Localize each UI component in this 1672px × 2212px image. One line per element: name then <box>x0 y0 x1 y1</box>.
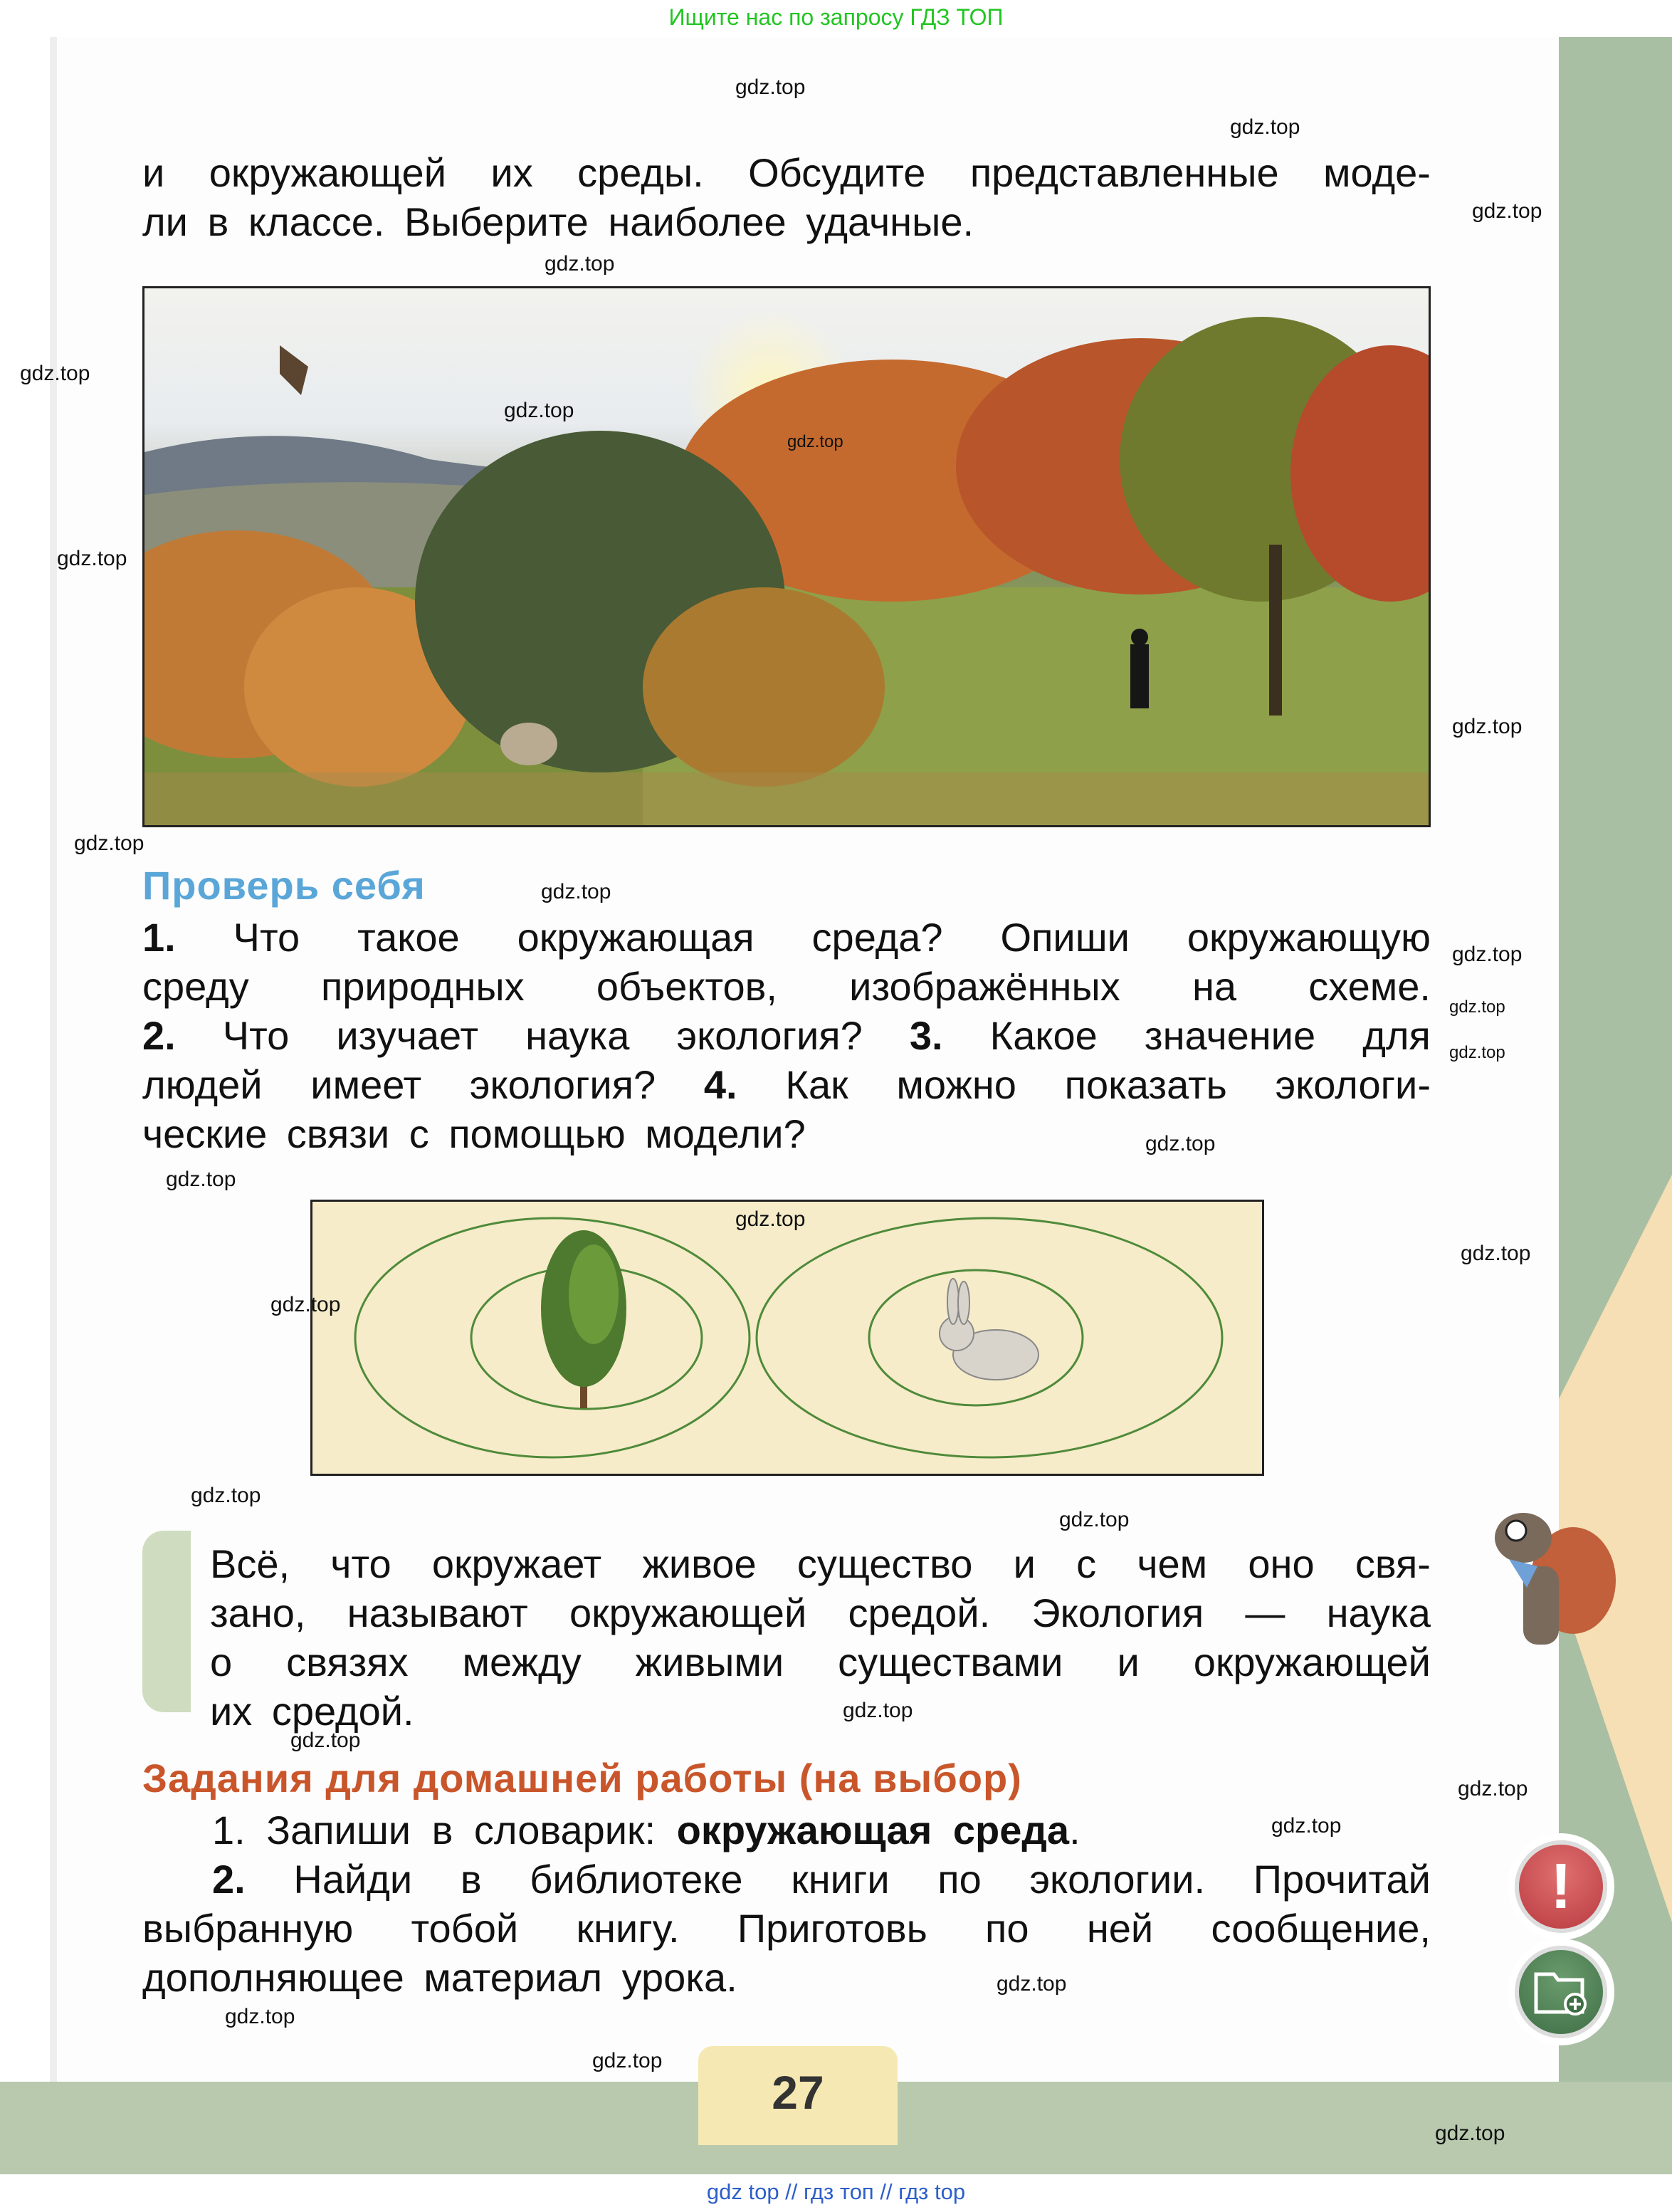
word: людей <box>142 1062 263 1107</box>
word: Обсудите <box>748 150 926 195</box>
watermark: gdz.top <box>592 2049 663 2072</box>
word: Найди <box>293 1857 413 1902</box>
important-button[interactable] <box>1515 1840 1607 1933</box>
word: живое <box>642 1541 757 1586</box>
word: экология? <box>469 1062 656 1107</box>
search-banner[interactable]: Ищите нас по запросу ГДЗ ТОП <box>668 4 1004 30</box>
word: изучает <box>336 1013 478 1058</box>
word: среды. <box>577 150 704 195</box>
ecology-model-diagram <box>310 1200 1264 1476</box>
word: значение <box>1144 1013 1316 1058</box>
word: Что <box>222 1013 290 1058</box>
homework-heading: Задания для домашней работы (на выбор) <box>142 1756 1022 1800</box>
word: что <box>330 1541 391 1586</box>
word: среда? <box>811 915 943 960</box>
word: 4. <box>703 1062 737 1107</box>
exclamation-icon: ! <box>1550 1850 1572 1922</box>
word: экологи- <box>1275 1062 1431 1107</box>
watermark: gdz.top <box>1452 943 1523 966</box>
word: средой. <box>848 1590 991 1635</box>
watermark: gdz.top <box>1472 199 1542 223</box>
watermark: gdz.top <box>735 75 806 99</box>
word: экология? <box>676 1013 863 1058</box>
intro-line-1 <box>142 148 1431 197</box>
watermark: gdz.top <box>1461 1242 1531 1265</box>
check-yourself-heading: Проверь себя <box>142 863 426 908</box>
tree-icon <box>541 1230 626 1408</box>
word: оно <box>1248 1541 1315 1586</box>
word: можно <box>896 1062 1016 1107</box>
word: книгу. <box>576 1906 680 1951</box>
word: свя- <box>1355 1541 1431 1586</box>
task-1-end: . <box>1069 1808 1081 1852</box>
watermark: gdz.top <box>843 1699 913 1722</box>
definition-line <box>210 1637 1431 1687</box>
watermark: gdz.top <box>20 362 90 385</box>
word: наука <box>1326 1590 1431 1635</box>
word: — <box>1245 1590 1285 1635</box>
watermark: gdz.top <box>541 880 611 903</box>
watermark: gdz.top <box>225 2005 295 2028</box>
word: существо <box>796 1541 973 1586</box>
footer-links[interactable]: gdz top // гдз топ // гдз top <box>0 2174 1672 2212</box>
watermark: gdz.top <box>735 1207 806 1231</box>
question-line <box>142 962 1431 1011</box>
word: изображённых <box>849 964 1120 1009</box>
task-1-term: окружающая среда <box>676 1808 1070 1852</box>
intro-line-2: ли в классе. Выберите наиболее удачные. <box>142 199 974 244</box>
word: сообщение, <box>1211 1906 1431 1951</box>
word: по <box>937 1857 982 1902</box>
word: наука <box>525 1013 630 1058</box>
watermark: gdz.top <box>1435 2122 1505 2145</box>
word: на <box>1192 964 1237 1009</box>
word: живыми <box>635 1640 784 1684</box>
word: ней <box>1086 1906 1154 1951</box>
definition-line: их средой. <box>210 1689 414 1734</box>
homework-task-2-end: дополняющее материал урока. <box>142 1955 737 2000</box>
definition-line <box>210 1539 1431 1588</box>
word: существами <box>838 1640 1063 1684</box>
word: называют <box>347 1590 528 1635</box>
word: 1. <box>142 915 176 960</box>
word: окружающую <box>1187 915 1431 960</box>
word: и <box>1013 1541 1036 1586</box>
word: книги <box>791 1857 890 1902</box>
word: окружающей <box>209 150 446 195</box>
page-number: 27 <box>698 2046 898 2145</box>
watermark: gdz.top <box>57 547 127 570</box>
word: окружающая <box>517 915 754 960</box>
word: схеме. <box>1308 964 1431 1009</box>
watermark: gdz.top <box>1230 115 1300 139</box>
nature-photo <box>142 286 1431 827</box>
word: природных <box>320 964 525 1009</box>
word: связях <box>286 1640 409 1684</box>
question-line: ческие связи с помощью модели? <box>142 1111 806 1156</box>
word: Какое <box>989 1013 1098 1058</box>
word: о <box>210 1640 233 1684</box>
word: среду <box>142 964 249 1009</box>
word: моде- <box>1323 150 1431 195</box>
word: выбранную <box>142 1906 354 1951</box>
word: окружающей <box>1193 1640 1431 1684</box>
word: зано, <box>210 1590 306 1635</box>
watermark: gdz.top <box>545 252 615 276</box>
watermark: gdz.top <box>1458 1777 1528 1800</box>
word: показать <box>1064 1062 1227 1107</box>
homework-task-2 <box>212 1855 1431 1904</box>
watermark: gdz.top <box>997 1972 1067 1996</box>
homework-task-1 <box>212 1805 1081 1855</box>
word: по <box>985 1906 1029 1951</box>
task-1-text: 1. Запиши в словарик: <box>212 1808 677 1852</box>
word: такое <box>357 915 460 960</box>
question-line <box>142 913 1431 962</box>
word: экологии. <box>1029 1857 1206 1902</box>
watermark: gdz.top <box>166 1168 236 1191</box>
word: между <box>462 1640 582 1684</box>
word: имеет <box>310 1062 422 1107</box>
word: тобой <box>411 1906 519 1951</box>
definition-marker <box>142 1531 191 1712</box>
question-line <box>142 1060 1431 1109</box>
folder-add-icon <box>1519 1950 1603 2034</box>
word: Что <box>233 915 300 960</box>
word: Экология <box>1031 1590 1204 1635</box>
word: 2. <box>212 1857 246 1902</box>
word: Всё, <box>210 1541 290 1586</box>
word: Опиши <box>1000 915 1130 960</box>
word: окружающей <box>569 1590 807 1635</box>
word: Как <box>785 1062 848 1107</box>
watermark: gdz.top <box>270 1293 341 1316</box>
word: окружает <box>431 1541 602 1586</box>
watermark: gdz.top <box>1145 1132 1216 1155</box>
word: Прочитай <box>1253 1857 1431 1902</box>
turtle-mascot-icon <box>1466 1495 1616 1666</box>
watermark: gdz.top <box>787 432 843 451</box>
question-line <box>142 1011 1431 1060</box>
extra-materials-button[interactable] <box>1515 1946 1607 2038</box>
watermark: gdz.top <box>1452 715 1523 738</box>
hare-icon <box>940 1279 1039 1380</box>
watermark: gdz.top <box>504 399 574 422</box>
word: для <box>1362 1013 1431 1058</box>
word: библиотеке <box>530 1857 743 1902</box>
word: их <box>490 150 533 195</box>
watermark: gdz.top <box>191 1484 261 1507</box>
word: чем <box>1137 1541 1208 1586</box>
word: 2. <box>142 1013 176 1058</box>
watermark: gdz.top <box>1271 1814 1342 1838</box>
watermark: gdz.top <box>290 1729 361 1752</box>
watermark: gdz.top <box>1449 1043 1505 1062</box>
homework-task-2-cont <box>142 1904 1431 1953</box>
definition-line <box>210 1588 1431 1637</box>
watermark: gdz.top <box>1449 997 1505 1017</box>
word: Приготовь <box>737 1906 927 1951</box>
word: с <box>1076 1541 1097 1586</box>
word: 3. <box>909 1013 943 1058</box>
word: в <box>460 1857 482 1902</box>
watermark: gdz.top <box>1059 1508 1130 1531</box>
word: и <box>142 150 165 195</box>
word: объектов, <box>596 964 777 1009</box>
watermark: gdz.top <box>74 832 144 855</box>
word: и <box>1117 1640 1140 1684</box>
word: представленные <box>969 150 1279 195</box>
